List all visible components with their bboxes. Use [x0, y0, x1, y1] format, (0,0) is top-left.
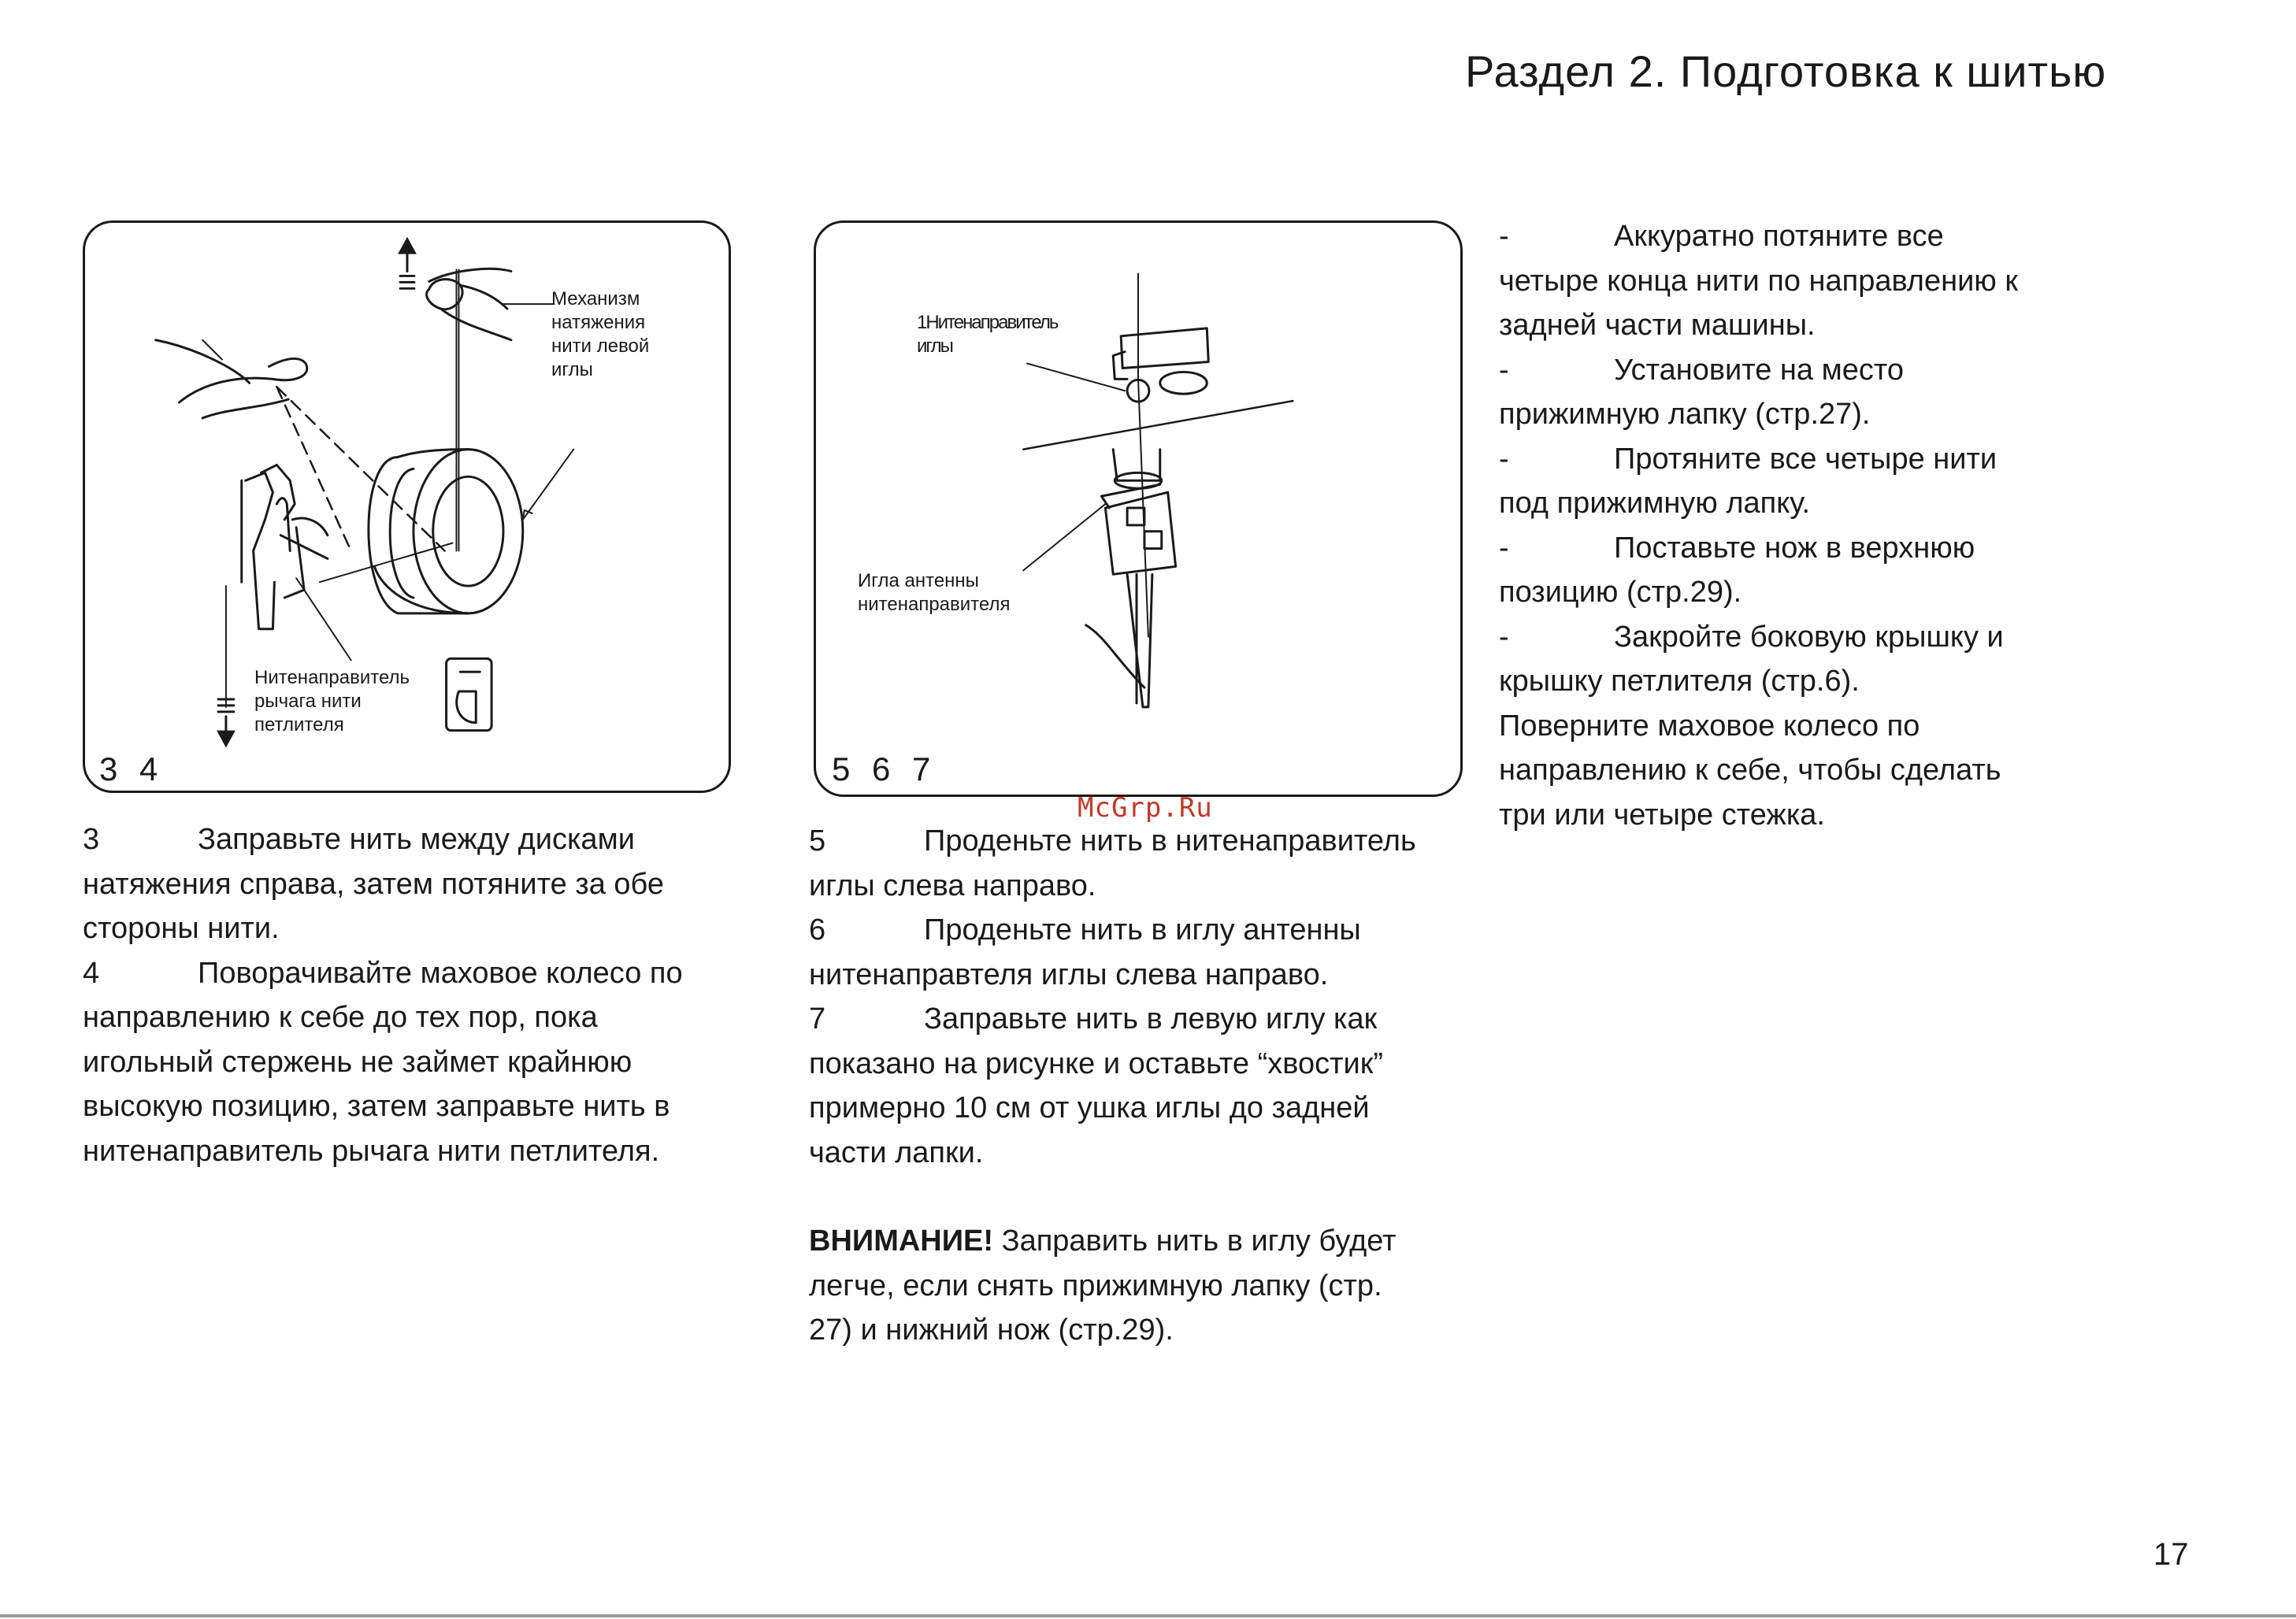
bullet-2: - Установите на место	[1499, 353, 1904, 387]
closing-line-2: направлению к себе, чтобы сделать	[1499, 754, 2001, 787]
figure-step-numbers: 5 6 7	[832, 750, 937, 787]
bullet-1: - Аккуратно потяните все	[1499, 220, 1944, 253]
callout-antenna-needle: Игла антенны нитенаправителя	[858, 570, 1011, 615]
step-3: 3 Заправьте нить между дисками	[83, 823, 635, 856]
callout-tension-mechanism: Механизм натяжения нити левой иглы	[551, 288, 650, 380]
closing-line-1: Поверните маховое колесо по	[1499, 709, 1920, 743]
section-title: Раздел 2. Подготовка к шитью	[1465, 46, 2107, 96]
closing-line-3: три или четыре стежка.	[1499, 798, 1825, 832]
step-7: 7 Заправьте нить в левую иглу как	[809, 1002, 1378, 1035]
figure-threading-needle	[814, 220, 1463, 797]
bullet-4: - Поставьте нож в верхнюю	[1499, 531, 1975, 565]
middle-column-text: 5 Проденьте нить в нитенаправитель иглы слева направо. 6 Проденьте нить в иглу антенны нитенаправтеля иглы слева направо. 7 Заправьте нить в левую иглу как показано на рисунке и оставьте “хвостик” примерно 10 см от ушка иглы до задней части лапки. ВНИМАНИЕ! Заправить нить в иглу будет легче, если снять прижимную лапку (стр. 27) и нижний нож (стр.29).	[809, 819, 1463, 1353]
step-5: 5 Проденьте нить в нитенаправитель	[809, 824, 1416, 858]
step-4: 4 Поворачивайте маховое колесо по	[83, 956, 683, 990]
attention-note: ВНИМАНИЕ! Заправить нить в иглу будет	[809, 1224, 1397, 1258]
callout-needle-guide: 1Нитенаправитель иглы	[917, 312, 1058, 357]
step-6: 6 Проденьте нить в иглу антенны	[809, 913, 1361, 947]
page-number: 17	[2153, 1537, 2189, 1572]
figure-step-numbers: 3 4	[99, 750, 165, 787]
right-column-text: - Аккуратно потяните все четыре конца нити по направлению к задней части машины. - Установите на место прижимную лапку (стр.27). - Протяните все четыре нити под прижимную лапку. - Поставьте нож в верхнюю позицию (стр.29). - Закройте боковую крышку и крышку петлителя (стр.6). Поверните маховое колесо по направлению к себе, чтобы сделать три или четыре стежка.	[1499, 214, 2145, 837]
bullet-3: - Протяните все четыре нити	[1499, 442, 1997, 476]
needle-threading-illustration	[816, 223, 1460, 795]
callout-looper-guide: Нитенаправитель рычага нити петлителя	[254, 667, 410, 735]
watermark: McGrp.Ru	[1078, 792, 1213, 824]
bottom-rule	[0, 1614, 2296, 1617]
bullet-5: - Закройте боковую крышку и	[1499, 620, 2004, 654]
figure-threading-looper	[83, 220, 731, 793]
left-column-text: 3 Заправьте нить между дисками натяжения справа, затем потяните за обе стороны нити. 4 Поворачивайте маховое колесо по направлению к себе до тех пор, пока игольный стержень не займет крайнюю высокую позицию, затем заправьте нить в нитенаправитель рычага нити петлителя.	[83, 817, 729, 1173]
